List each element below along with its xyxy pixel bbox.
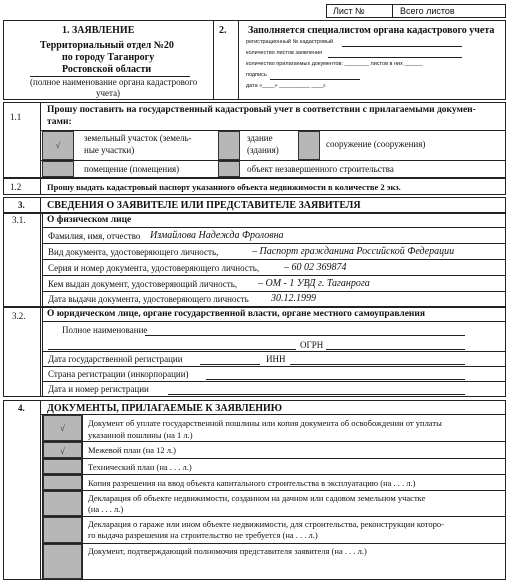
- doc-checkbox-commissioning[interactable]: [43, 475, 82, 490]
- series-number-label: Серия и номер документа, удостоверяющего личность,: [48, 263, 260, 273]
- signature-row: подпись: [246, 72, 267, 78]
- name-continuation-field[interactable]: [48, 349, 296, 350]
- option-land-plot-line-2: ные участки): [84, 145, 135, 155]
- id-document-value[interactable]: – Паспорт гражданина Российской Федерации: [252, 246, 455, 257]
- doc-checkbox-garage-declaration[interactable]: [43, 517, 82, 543]
- section-2-title: Заполняется специалистом органа кадастрового учета: [248, 25, 495, 36]
- section-1-2-number: 1.2: [10, 182, 22, 192]
- country-label: Страна регистрации (инкорпорации): [48, 369, 189, 379]
- section-3-1-number: 3.1.: [12, 215, 26, 225]
- registration-date-field[interactable]: [200, 364, 260, 365]
- full-name-field[interactable]: [145, 335, 465, 336]
- section-3-2-number: 3.2.: [12, 311, 26, 321]
- section-3-2-title: О юридическом лице, органе государственной власти, органе местного самоуправления: [47, 309, 426, 319]
- ogrn-label: ОГРН: [300, 340, 324, 350]
- doc-garden-declaration-line-1: Декларация об объекте недвижимости, созданном на дачном или садовом земельном участке: [88, 493, 426, 503]
- id-document-label: Вид документа, удостоверяющего личность,: [48, 247, 219, 257]
- section-1-1-text-cont: тами:: [47, 117, 72, 127]
- option-unfinished: объект незавершенного строительства: [247, 164, 394, 174]
- issue-date-label: Дата выдачи документа, удостоверяющего личность: [48, 294, 249, 304]
- doc-technical-plan: Технический план (на . . . л.): [88, 462, 192, 472]
- inn-label: ИНН: [266, 354, 286, 364]
- registration-date-label: Дата государственной регистрации: [48, 354, 183, 364]
- authority-line-3: Ростовской области: [62, 64, 152, 75]
- ogrn-field[interactable]: [326, 349, 465, 350]
- application-title: 1. ЗАЯВЛЕНИЕ: [62, 25, 135, 36]
- doc-garage-declaration-line-2: го выдача разрешения на строительство не требуется (на . . . л.): [88, 530, 318, 540]
- registry-row: регистрационный № кадастровый: [246, 39, 334, 45]
- registration-number-label: Дата и номер регистрации: [48, 384, 149, 394]
- issuer-value[interactable]: – ОМ - 1 УВД г. Таганрога: [258, 278, 370, 289]
- sheet-number-label: Лист №: [333, 6, 365, 16]
- doc-fee-line-2: указанной пошлины (на 1 л.): [88, 430, 193, 440]
- registration-number-field[interactable]: [168, 394, 465, 395]
- doc-checkbox-authority[interactable]: [43, 544, 82, 579]
- section-1-1-text: Прошу поставить на государственный кадастровый учет в соответствии с прилагаемыми докумен-: [47, 105, 476, 115]
- fio-label: Фамилия, имя, отчество: [48, 231, 141, 241]
- authority-caption-1: (полное наименование органа кадастрового: [30, 77, 198, 87]
- option-structure: сооружение (сооружения): [326, 139, 426, 149]
- check-mark-icon: √: [60, 446, 65, 456]
- doc-checkbox-boundary-plan[interactable]: [43, 442, 82, 458]
- section-3-1-title: О физическом лице: [47, 215, 132, 225]
- checkbox-building[interactable]: [218, 131, 240, 160]
- section-1-1-number: 1.1: [10, 112, 22, 122]
- doc-fee-line-1: Документ об уплате государственной пошлины или копия документа об освобождении от уплаты: [88, 418, 442, 428]
- authority-line-2: по городу Таганрогу: [62, 52, 155, 63]
- doc-authority: Документ, подтверждающий полномочия представителя заявителя (на . . . л.): [88, 546, 367, 556]
- section-1-2-text: Прошу выдать кадастровый паспорт указанного объекта недвижимости в количестве 2 экз.: [47, 182, 401, 192]
- issue-date-value[interactable]: 30.12.1999: [271, 293, 316, 304]
- series-number-value[interactable]: – 60 02 369874: [284, 262, 347, 273]
- authority-caption-2: учета): [96, 88, 121, 98]
- section-3-number: 3.: [18, 200, 25, 210]
- sheets-count-row: количество листов заявления: [246, 50, 323, 56]
- check-mark-icon: √: [55, 140, 61, 150]
- option-land-plot-line-1: земельный участок (земель-: [84, 133, 192, 143]
- checkbox-unfinished[interactable]: [218, 161, 240, 177]
- doc-checkbox-technical-plan[interactable]: [43, 459, 82, 474]
- option-building-line-2: (здания): [247, 145, 279, 155]
- doc-checkbox-garden-declaration[interactable]: [43, 491, 82, 516]
- option-room: помещение (помещения): [84, 164, 180, 174]
- full-name-label: Полное наименование: [62, 325, 148, 335]
- section-4-title: ДОКУМЕНТЫ, ПРИЛАГАЕМЫЕ К ЗАЯВЛЕНИЮ: [47, 403, 283, 414]
- issuer-label: Кем выдан документ, удостоверяющий личность,: [48, 279, 238, 289]
- checkbox-room[interactable]: [42, 161, 74, 177]
- option-building-line-1: здание: [247, 133, 273, 143]
- doc-commissioning: Копия разрешения на ввод объекта капитального строительства в эксплуатацию (на . . . л.): [88, 478, 416, 488]
- section-3-title: СВЕДЕНИЯ О ЗАЯВИТЕЛЕ ИЛИ ПРЕДСТАВИТЕЛЕ ЗАЯВИТЕЛЯ: [47, 200, 361, 211]
- attached-docs-row: количество прилагаемых документов: ________ листов в них ______: [246, 61, 423, 67]
- section-4-number: 4.: [18, 403, 25, 413]
- doc-garden-declaration-line-2: (на . . . л.): [88, 504, 124, 514]
- country-field[interactable]: [206, 379, 465, 380]
- doc-checkbox-fee[interactable]: [43, 415, 82, 441]
- checkbox-land-plot[interactable]: [42, 131, 74, 160]
- doc-garage-declaration-line-1: Декларация о гараже или ином объекте недвижимости, для строительства, реконструкции которо-: [88, 519, 444, 529]
- checkbox-structure[interactable]: [298, 131, 320, 160]
- sheet-total-label: Всего листов: [400, 6, 455, 16]
- date-row: дата «____» __________ ____г.: [246, 83, 327, 89]
- check-mark-icon: √: [60, 423, 65, 433]
- section-2-number: 2.: [219, 25, 227, 36]
- inn-field[interactable]: [290, 364, 465, 365]
- authority-line-1: Территориальный отдел №20: [40, 40, 174, 51]
- doc-boundary-plan: Межевой план (на 12 л.): [88, 445, 176, 455]
- fio-value[interactable]: Измайлова Надежда Фроловна: [150, 230, 284, 241]
